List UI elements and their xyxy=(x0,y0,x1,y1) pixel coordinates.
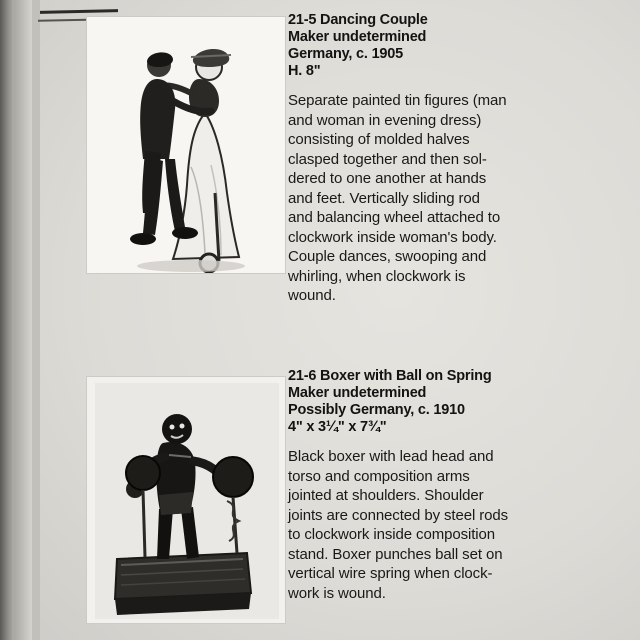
printed-sheet xyxy=(32,0,640,640)
body-line: torso and composition arms xyxy=(288,467,470,485)
body-line: stand. Boxer punches ball set on xyxy=(288,545,503,563)
sheet-surface xyxy=(32,0,640,640)
heading-line: Maker undetermined xyxy=(288,385,427,401)
body-line: vertical wire spring when clock- xyxy=(288,565,493,582)
body-line: and feet. Vertically sliding rod xyxy=(288,189,480,207)
body-line: consisting of molded halves xyxy=(288,131,470,148)
body-line: Black boxer with lead head and xyxy=(288,448,494,465)
body-line: clockwork inside woman's body. xyxy=(288,228,497,246)
book-spine xyxy=(0,0,14,640)
body-line: and woman in evening dress) xyxy=(288,111,482,129)
entry-21-6-description xyxy=(288,447,598,603)
body-line: whirling, when clockwork is xyxy=(288,267,466,285)
heading-line: 4" x 3¼" x 7¾" xyxy=(288,419,387,435)
body-line: joints are connected by steel rods xyxy=(288,506,509,524)
entry-21-5-heading xyxy=(288,12,588,80)
body-line: Separate painted tin figures (man xyxy=(288,92,507,109)
boxer-with-ball-on-spring-photo xyxy=(86,376,286,624)
entry-21-5-description xyxy=(288,91,588,306)
heading-line: 21-5 Dancing Couple xyxy=(288,12,428,28)
heading-line: Maker undetermined xyxy=(288,29,427,45)
dancing-couple-illustration xyxy=(87,17,286,274)
page-gutter-shadow xyxy=(14,0,32,640)
body-line: and balancing wheel attached to xyxy=(288,209,501,226)
body-line: work is wound. xyxy=(288,584,386,602)
entry-21-6-heading xyxy=(288,368,598,436)
body-line: to clockwork inside composition xyxy=(288,526,495,543)
body-line: dered to one another at hands xyxy=(288,170,487,187)
body-line: clasped together and then sol- xyxy=(288,150,487,168)
dancing-couple-photo xyxy=(86,16,286,274)
heading-line: H. 8" xyxy=(288,63,321,79)
entry-21-5-text xyxy=(288,12,588,306)
catalog-entry-21-6 xyxy=(32,360,640,640)
heading-line: Germany, c. 1905 xyxy=(288,46,404,62)
heading-line: Possibly Germany, c. 1910 xyxy=(288,402,465,418)
heading-line: 21-6 Boxer with Ball on Spring xyxy=(288,368,492,384)
body-line: jointed at shoulders. Shoulder xyxy=(288,487,484,504)
body-line: wound. xyxy=(288,287,336,304)
catalog-entry-21-5 xyxy=(32,0,640,304)
body-line: Couple dances, swooping and xyxy=(288,248,487,265)
boxer-illustration xyxy=(87,377,286,624)
entry-21-6-text xyxy=(288,368,598,603)
